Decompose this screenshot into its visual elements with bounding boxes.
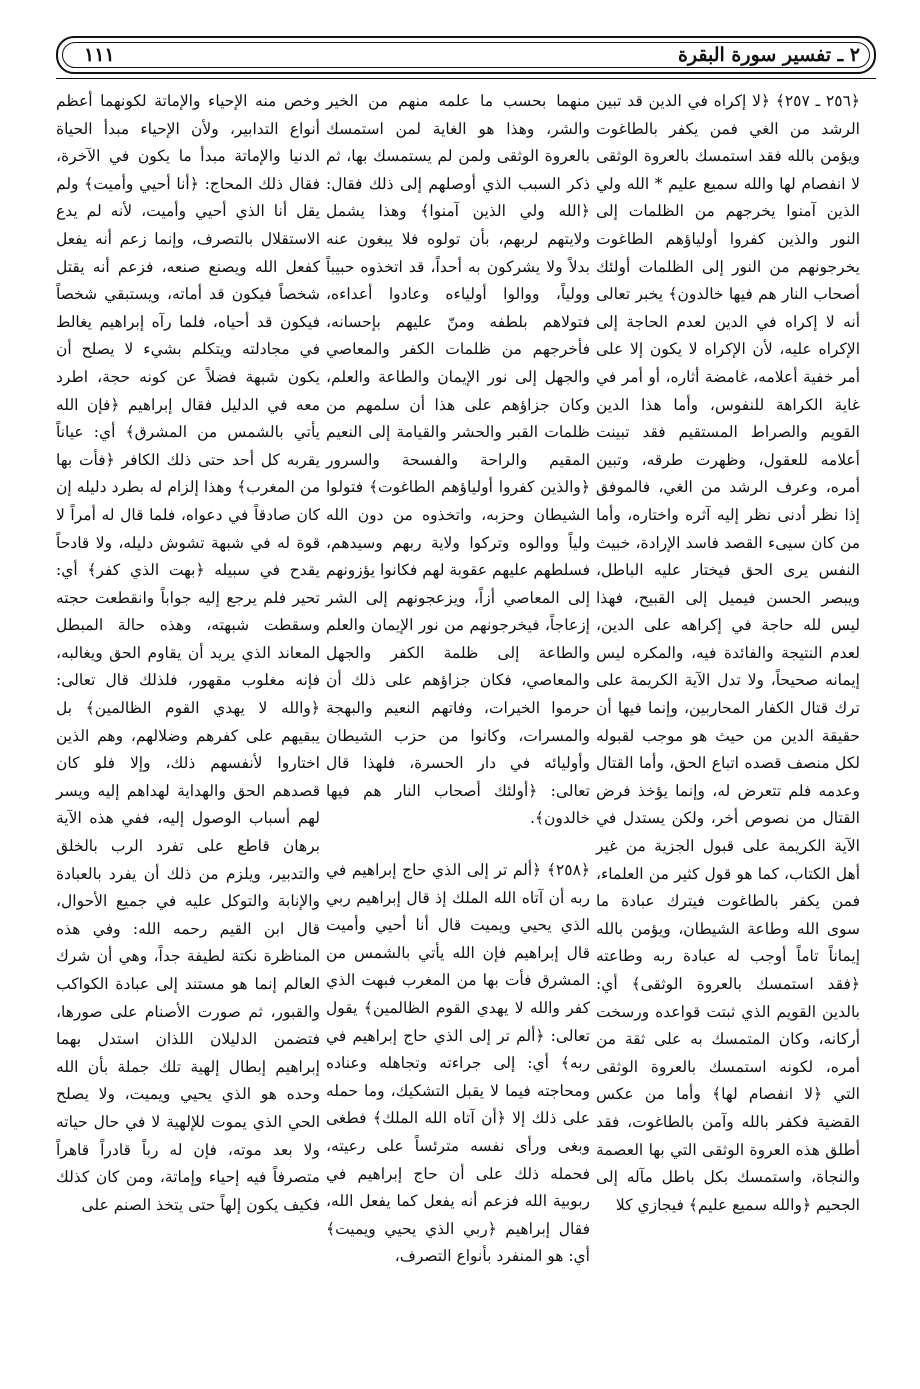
text-column-right [596, 88, 860, 1219]
text-column-middle [326, 88, 590, 1271]
running-title: ٢ ـ تفسير سورة البقرة [677, 44, 860, 66]
paragraph-spacer [326, 833, 590, 857]
paragraph: منهما بحسب ما علمه منهم من الخير والشر، وهذا هو الغاية لمن استمسك بالعروة الوثقى ولمن لم يستمسك بها، ثم ذكر السبب الذي أوصلهم إلى ذلك فقال: ﴿الله ولي الذين آمنوا﴾ وهذا يشمل ولايتهم لربهم، بأن تولوه فلا يبغون عنه بدلاً ولا يشركون به أحداً، قد اتخذوه حبيباً وولياً، ووالوا أولياءه وعادوا أعداءه، فتولاهم بلطفه ومنّ عليهم بإحسانه، فأخرجهم من ظلمات الكفر والمعاصي والجهل إلى نور الإيمان والطاعة والعلم، وكان جزاؤهم على هذا أن سلمهم من ظلمات القبر والحشر والقيامة إلى النعيم المقيم والراحة والفسحة والسرور ﴿والذين كفروا أولياؤهم الطاغوت﴾ فتولوا الشيطان وحزبه، واتخذوه من دون الله ولياً ووالوه وتركوا ولاية ربهم وسيدهم، فسلطهم عليهم عقوبة لهم فكانوا يؤزونهم إلى المعاصي أزاً، ويزعجونهم إلى الشر إزعاجاً، فيخرجونهم من نور الإيمان والعلم والطاعة إلى ظلمة الكفر والجهل والمعاصي، فكان جزاؤهم على ذلك أن حرموا الخيرات، وفاتهم النعيم والبهجة والمسرات، وكانوا من حزب الشيطان وأوليائه في دار الحسرة، فلهذا قال تعالى: ﴿أولئك أصحاب النار هم فيها خالدون﴾. [326, 92, 590, 828]
header-divider [56, 78, 876, 79]
text-column-left [56, 88, 320, 1219]
page-number: ١١١ [84, 44, 115, 66]
paragraph: ﴿٢٥٦ ـ ٢٥٧﴾ ﴿لا إكراه في الدين قد تبين الرشد من الغي فمن يكفر بالطاغوت ويؤمن بالله فقد استمسك بالعروة الوثقى لا انفصام لها والله سميع عليم * الله ولي الذين آمنوا يخرجهم من الظلمات إلى النور والذين كفروا أولياؤهم الطاغوت يخرجونهم من النور إلى الظلمات أولئك أصحاب النار هم فيها خالدون﴾ يخبر تعالى أنه لا إكراه في الدين لعدم الحاجة إلى الإكراه عليه، لأن الإكراه لا يكون إلا على أمر خفية أعلامه، غامضة أثاره، أو أمر في غاية الكراهة للنفوس، وأما هذا الدين القويم والصراط المستقيم فقد تبينت أعلامه للعقول، وظهرت طرقه، وتبين أمره، وعرف الرشد من الغي، فالموفق إذا نظر أدنى نظر إليه آثره واختاره، وأما من كان سيىء القصد فاسد الإرادة، خبيث النفس يرى الحق فيختار عليه الباطل، ويبصر الحسن فيميل إلى القبيح، فهذا ليس لله حاجة في إكراهه على الدين، لعدم النتيجة والفائدة فيه، والمكره ليس إيمانه صحيحاً، ولا تدل الآية الكريمة على ترك قتال الكفار المحاربين، وإنما فيها أن حقيقة الدين من حيث هو موجب لقبوله لكل منصف قصده اتباع الحق، وأما القتال وعدمه فلم تتعرض له، وإنما يؤخذ فرض القتال من نصوص أخر، ولكن يستدل في الآية الكريمة على قبول الجزية من غير أهل الكتاب، كما هو قول كثير من العلماء، فمن يكفر بالطاغوت فيترك عبادة ما سوى الله وطاعة الشيطان، ويؤمن بالله إيماناً تاماً أوجب له عبادة ربه وطاعته ﴿فقد استمسك بالعروة الوثقى﴾ أي: بالدين القويم الذي ثبتت قواعده ورسخت أركانه، وكان المتمسك به على ثقة من أمره، لكونه استمسك بالعروة الوثقى التي ﴿لا انفصام لها﴾ وأما من عكس القضية فكفر بالله وآمن بالطاغوت، فقد أطلق هذه العروة الوثقى التي بها العصمة والنجاة، واستمسك بكل باطل مآله إلى الجحيم ﴿والله سميع عليم﴾ فيجازي كلا [596, 92, 860, 1214]
paragraph: ﴿٢٥٨﴾ ﴿ألم تر إلى الذي حاج إبراهيم في ربه أن آتاه الله الملك إذ قال إبراهيم ربي الذي يحيي ويميت قال أنا أحيي وأميت قال إبراهيم فإن الله يأتي بالشمس من المشرق فأت بها من المغرب فبهت الذي كفر والله لا يهدي القوم الظالمين﴾ يقول تعالى: ﴿ألم تر إلى الذي حاج إبراهيم في ربه﴾ أي: إلى جراءته وتجاهله وعناده ومحاجته فيما لا يقبل التشكيك، وما حمله على ذلك إلا ﴿أن آتاه الله الملك﴾ فطغى وبغى ورأى نفسه مترئساً على رعيته، فحمله ذلك على أن حاج إبراهيم في ربوبية الله فزعم أنه يفعل كما يفعل الله، فقال إبراهيم ﴿ربي الذي يحيي ويميت﴾ أي: هو المنفرد بأنواع التصرف، [326, 861, 590, 1266]
paragraph: وخص منه الإحياء والإماتة لكونهما أعظم أنواع التدابير، ولأن الإحياء مبدأ الحياة الدنيا والإماتة مبدأ ما يكون في الآخرة، فقال ذلك المحاج: ﴿أنا أحيي وأميت﴾ ولم يقل أنا الذي أحيي وأميت، لأنه لم يدع الاستقلال بالتصرف، وإنما زعم أنه يفعل كفعل الله ويصنع صنعه، فزعم أنه يقتل شخصاً فيكون قد أماته، ويستبقي شخصاً فيكون قد أحياه، فلما رآه إبراهيم يغالط في مجادلته ويتكلم بشيء لا يصلح أن يكون شبهة فضلاً عن كونه حجة، اطرد معه في الدليل فقال إبراهيم ﴿فإن الله يأتي بالشمس من المشرق﴾ أي: عياناً يقربه كل أحد حتى ذلك الكافر ﴿فأت بها من المغرب﴾ وهذا إلزام له بطرد دليله إن كان صادقاً في دعواه، فلما قال له أمراً لا قوة له في شبهة تشوش دليله، ولا قادحاً يقدح في سبيله ﴿بهت الذي كفر﴾ أي: تحير فلم يرجع إليه جواباً وانقطعت حجته وسقطت شبهته، وهذه حالة المبطل المعاند الذي يريد أن يقاوم الحق ويغالبه، فإنه مغلوب مقهور، فلذلك قال تعالى: ﴿والله لا يهدي القوم الظالمين﴾ بل يبقيهم على كفرهم وضلالهم، وهم الذين اختاروا لأنفسهم ذلك، وإلا فلو كان قصدهم الحق والهداية لهداهم إليه ويسر لهم أسباب الوصول إليه، ففي هذه الآية برهان قاطع على تفرد الرب بالخلق والتدبير، ويلزم من ذلك أن يفرد بالعبادة والإنابة والتوكل عليه في جميع الأحوال، قال ابن القيم رحمه الله: وفي هذه المناظرة نكتة لطيفة جداً، وهي أن شرك العالم إنما هو مستند إلى عبادة الكواكب والقبور، ثم صورت الأصنام على صورها، فتضمن الدليلان اللذان استدل بهما إبراهيم إبطال إلهية تلك جملة بأن الله وحده هو الذي يحيي ويميت، ولا يصلح الحي الذي يموت للإلهية لا في حال حياته ولا بعد موته، فإن له رباً قادراً قاهراً متصرفاً فيه إحياء وإماتة، ومن كان كذلك فكيف يكون إلهاً حتى يتخذ الصنم على [56, 92, 320, 1214]
